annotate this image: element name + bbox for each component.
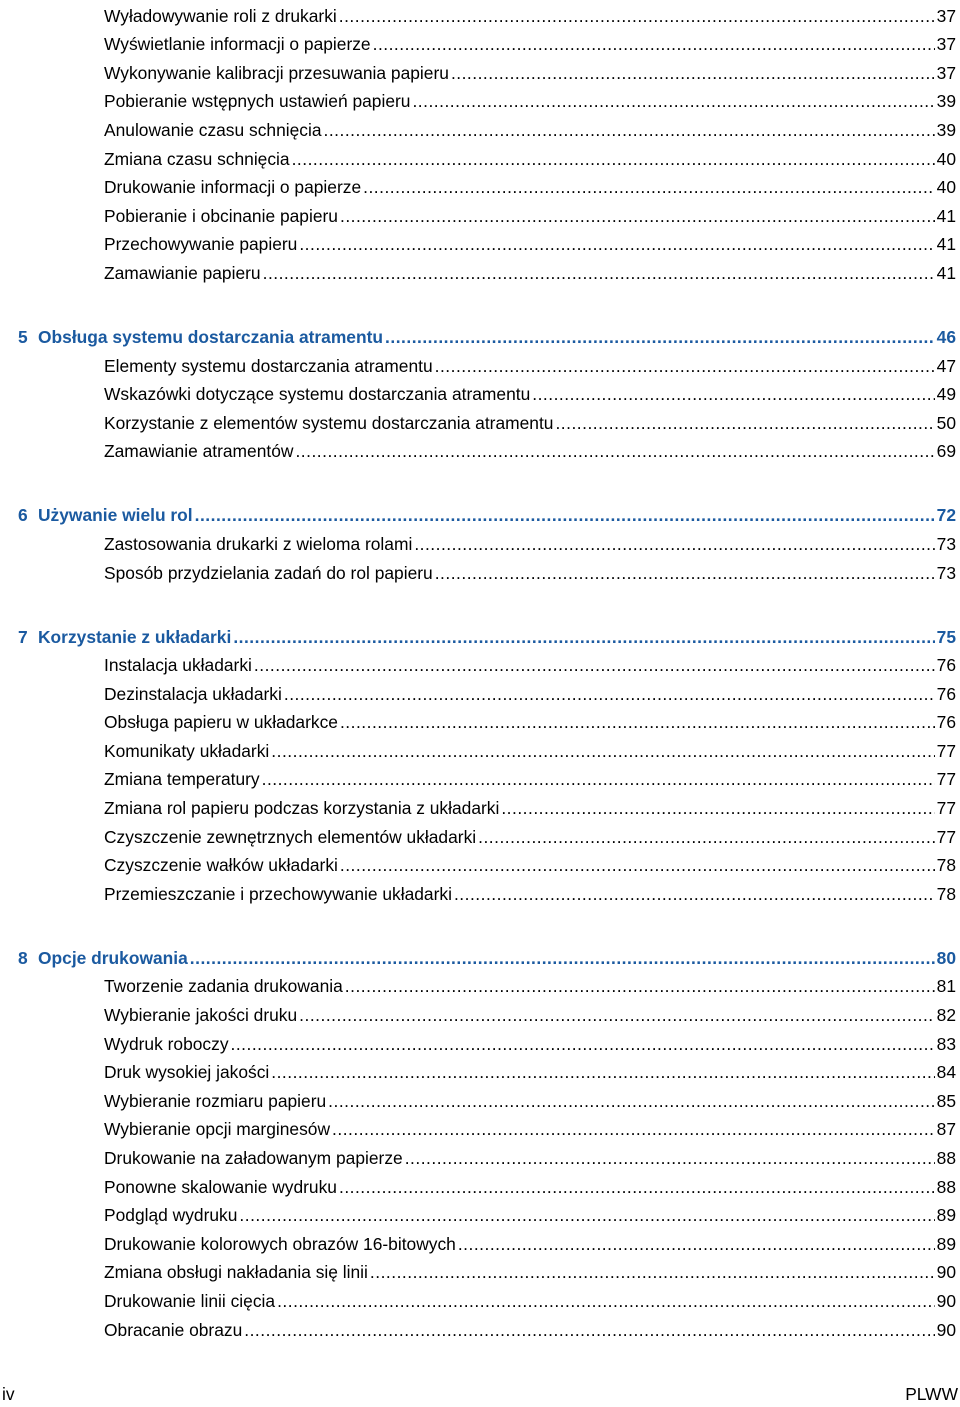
toc-entry-page-number: 37 — [936, 62, 956, 83]
toc-entry[interactable] — [0, 1226, 956, 1255]
dot-leader — [233, 627, 934, 648]
toc-entry[interactable] — [0, 0, 956, 27]
toc-chapter-heading[interactable] — [0, 939, 956, 969]
dot-leader — [345, 976, 935, 997]
toc-entry[interactable] — [0, 1140, 956, 1169]
dot-leader — [373, 34, 935, 55]
toc-chapter-group — [0, 618, 960, 905]
toc-entry-page-number: 41 — [936, 205, 956, 226]
footer-page-number: iv — [2, 1384, 15, 1404]
chapter-number: 8 — [18, 947, 28, 968]
dot-leader — [454, 884, 935, 905]
toc-entry[interactable] — [0, 84, 956, 113]
toc-entry-title: Druk wysokiej jakości — [104, 1062, 270, 1083]
dot-leader — [435, 563, 935, 584]
toc-entry-title: Tworzenie zadania drukowania — [104, 976, 343, 997]
toc-entry-title: Zamawianie atramentów — [104, 441, 294, 462]
toc-entry-page-number: 73 — [936, 533, 956, 554]
toc-entry-title: Zmiana rol papieru podczas korzystania z układarki — [104, 798, 500, 819]
toc-entry-page-number: 84 — [936, 1062, 956, 1083]
toc-entry-title: Drukowanie linii cięcia — [104, 1290, 276, 1311]
toc-chapter-heading-page-number: 46 — [936, 326, 956, 347]
toc-entry-title: Obracanie obrazu — [104, 1319, 243, 1340]
toc-entry[interactable] — [0, 1283, 956, 1312]
toc-entry[interactable] — [0, 762, 956, 791]
toc-entry[interactable] — [0, 790, 956, 819]
toc-entry[interactable] — [0, 1055, 956, 1084]
toc-entry-page-number: 87 — [936, 1119, 956, 1140]
toc-entry-title: Wyświetlanie informacji o papierze — [104, 34, 371, 55]
toc-entry-title: Sposób przydzielania zadań do rol papieru — [104, 562, 433, 583]
toc-entry[interactable] — [0, 434, 956, 463]
toc-entry[interactable] — [0, 876, 956, 905]
dot-leader — [414, 534, 934, 555]
toc-entry-title: Przechowywanie papieru — [104, 234, 298, 255]
dot-leader — [190, 948, 935, 969]
toc-entry-page-number: 77 — [936, 826, 956, 847]
toc-entry[interactable] — [0, 112, 956, 141]
dot-leader — [501, 798, 934, 819]
dot-leader — [412, 91, 934, 112]
toc-entry[interactable] — [0, 1198, 956, 1227]
toc-entry-title: Ponowne skalowanie wydruku — [104, 1176, 337, 1197]
toc-chapter-heading[interactable] — [0, 318, 956, 348]
dot-leader — [405, 1148, 935, 1169]
toc-chapter-heading[interactable] — [0, 496, 956, 526]
toc-entry-title: Wykonywanie kalibracji przesuwania papieru — [104, 62, 449, 83]
toc-entry[interactable] — [0, 227, 956, 256]
toc-entry-title: Wybieranie jakości druku — [104, 1005, 298, 1026]
toc-entry-page-number: 37 — [936, 5, 956, 26]
toc-entry[interactable] — [0, 555, 956, 584]
toc-entry[interactable] — [0, 848, 956, 877]
toc-chapter-heading-page-number: 75 — [936, 626, 956, 647]
toc-entry[interactable] — [0, 198, 956, 227]
toc-entry[interactable] — [0, 1083, 956, 1112]
toc-entry[interactable] — [0, 27, 956, 56]
toc-entry-title: Wybieranie opcji marginesów — [104, 1119, 331, 1140]
toc-entry-title: Dezinstalacja układarki — [104, 683, 282, 704]
chapter-number: 5 — [18, 326, 28, 347]
toc-entry-title: Drukowanie informacji o papierze — [104, 177, 362, 198]
toc-entry[interactable] — [0, 676, 956, 705]
toc-entry[interactable] — [0, 969, 956, 998]
dot-leader — [292, 149, 935, 170]
dot-leader — [195, 505, 935, 526]
toc-entry[interactable] — [0, 1026, 956, 1055]
dot-leader — [239, 1205, 934, 1226]
dot-leader — [555, 413, 934, 434]
toc-entry-page-number: 89 — [936, 1205, 956, 1226]
toc-entry-title: Elementy systemu dostarczania atramentu — [104, 355, 433, 376]
toc-entry-title: Pobieranie i obcinanie papieru — [104, 205, 338, 226]
toc-entry-page-number: 49 — [936, 384, 956, 405]
toc-chapter-group — [0, 496, 960, 583]
toc-entry[interactable] — [0, 1312, 956, 1341]
toc-chapter-heading-title: Obsługa systemu dostarczania atramentu — [38, 326, 384, 347]
toc-entry[interactable] — [0, 255, 956, 284]
dot-leader — [263, 263, 935, 284]
dot-leader — [277, 1291, 935, 1312]
toc-entry[interactable] — [0, 1169, 956, 1198]
toc-entry-page-number: 37 — [936, 34, 956, 55]
toc-entry[interactable] — [0, 1112, 956, 1141]
chapter-spacer — [0, 584, 960, 618]
toc-chapter-heading-title: Opcje drukowania — [38, 947, 188, 968]
toc-entry-title: Pobieranie wstępnych ustawień papieru — [104, 91, 411, 112]
toc-entry-title: Instalacja układarki — [104, 655, 252, 676]
dot-leader — [295, 441, 934, 462]
chapter-number: 6 — [18, 505, 28, 526]
toc-entry-page-number: 81 — [936, 976, 956, 997]
toc-entry-title: Drukowanie na załadowanym papierze — [104, 1148, 403, 1168]
toc-entry-title: Korzystanie z elementów systemu dostarczania atramentu — [104, 412, 554, 433]
toc-entry[interactable] — [0, 819, 956, 848]
dot-leader — [532, 384, 934, 405]
toc-entry-page-number: 76 — [936, 683, 956, 704]
dot-leader — [328, 1091, 935, 1112]
toc-entry-page-number: 88 — [936, 1148, 956, 1168]
toc-entry-title: Drukowanie kolorowych obrazów 16-bitowych — [104, 1233, 456, 1254]
toc-entry-page-number: 90 — [936, 1319, 956, 1340]
toc-entry-page-number: 77 — [936, 769, 956, 790]
toc-entry[interactable] — [0, 733, 956, 762]
toc-entry-page-number: 76 — [936, 655, 956, 676]
footer-locale-code: PLWW — [905, 1384, 958, 1404]
toc-entry-title: Wydruk roboczy — [104, 1033, 229, 1054]
toc-section-continued — [0, 0, 960, 284]
dot-leader — [231, 1034, 935, 1055]
toc-entry-page-number: 85 — [936, 1090, 956, 1111]
toc-entry-title: Zmiana obsługi nakładania się linii — [104, 1262, 368, 1283]
toc-entry-page-number: 77 — [936, 798, 956, 819]
toc-entry-page-number: 39 — [936, 91, 956, 112]
toc-entry[interactable] — [0, 170, 956, 199]
toc-entry-title: Czyszczenie wałków układarki — [104, 855, 338, 876]
toc-entry-page-number: 82 — [936, 1005, 956, 1026]
toc-entry[interactable] — [0, 377, 956, 406]
toc-chapter-heading[interactable] — [0, 618, 956, 648]
dot-leader — [478, 827, 935, 848]
dot-leader — [284, 684, 935, 705]
toc-entry[interactable] — [0, 1255, 956, 1284]
toc-entry-title: Podgląd wydruku — [104, 1205, 238, 1226]
toc-entry[interactable] — [0, 705, 956, 734]
toc-entry-page-number: 88 — [936, 1176, 956, 1197]
toc-entry-page-number: 41 — [936, 262, 956, 283]
dot-leader — [340, 712, 935, 733]
toc-entry-title: Wyładowywanie roli z drukarki — [104, 5, 337, 26]
toc-entry[interactable] — [0, 55, 956, 84]
dot-leader — [451, 63, 935, 84]
toc-chapter-group — [0, 318, 960, 462]
toc-entry-title: Czyszczenie zewnętrznych elementów układarki — [104, 826, 477, 847]
toc-entry[interactable] — [0, 141, 956, 170]
toc-chapter-group — [0, 939, 960, 1341]
toc-entry-page-number: 73 — [936, 562, 956, 583]
toc-entry-page-number: 77 — [936, 740, 956, 761]
dot-leader — [435, 356, 935, 377]
toc-entry-page-number: 40 — [936, 148, 956, 169]
chapter-number: 7 — [18, 626, 28, 647]
toc-entry-page-number: 50 — [936, 412, 956, 433]
toc-entry-page-number: 40 — [936, 177, 956, 198]
toc-entry-page-number: 90 — [936, 1262, 956, 1283]
dot-leader — [370, 1262, 935, 1283]
toc-entry-page-number: 41 — [936, 234, 956, 255]
toc-entry[interactable] — [0, 348, 956, 377]
toc-entry[interactable] — [0, 997, 956, 1026]
dot-leader — [385, 327, 935, 348]
dot-leader — [262, 769, 935, 790]
toc-entry-page-number: 78 — [936, 855, 956, 876]
dot-leader — [339, 6, 935, 27]
toc-entry-page-number: 76 — [936, 712, 956, 733]
toc-entry-page-number: 90 — [936, 1290, 956, 1311]
dot-leader — [332, 1119, 935, 1140]
toc-entry[interactable] — [0, 526, 956, 555]
toc-entry-title: Anulowanie czasu schnięcia — [104, 119, 322, 140]
toc-chapter-heading-page-number: 72 — [936, 505, 956, 526]
toc-entry-title: Wskazówki dotyczące systemu dostarczania atramentu — [104, 384, 531, 405]
dot-leader — [271, 741, 934, 762]
dot-leader — [458, 1234, 935, 1255]
toc-entry-page-number: 47 — [936, 355, 956, 376]
toc-chapter-heading-title: Korzystanie z układarki — [38, 626, 232, 647]
toc-chapter-heading-page-number: 80 — [936, 947, 956, 968]
chapter-spacer — [0, 284, 960, 318]
dot-leader — [324, 120, 935, 141]
toc-entry-page-number: 78 — [936, 883, 956, 904]
dot-leader — [339, 1177, 935, 1198]
toc-entry-title: Obsługa papieru w układarkce — [104, 712, 338, 733]
chapter-spacer — [0, 462, 960, 496]
toc-entry-page-number: 39 — [936, 119, 956, 140]
toc-chapter-heading-title: Używanie wielu rol — [38, 505, 193, 526]
toc-entry-title: Przemieszczanie i przechowywanie układarki — [104, 883, 452, 904]
toc-entry[interactable] — [0, 648, 956, 677]
dot-leader — [340, 206, 935, 227]
dot-leader — [299, 234, 934, 255]
toc-entry-page-number: 83 — [936, 1033, 956, 1054]
dot-leader — [244, 1320, 934, 1341]
dot-leader — [271, 1062, 934, 1083]
dot-leader — [340, 855, 935, 876]
toc-entry[interactable] — [0, 405, 956, 434]
toc-entry-title: Zamawianie papieru — [104, 262, 261, 283]
toc-entry-title: Wybieranie rozmiaru papieru — [104, 1090, 327, 1111]
toc-entry-title: Zastosowania drukarki z wieloma rolami — [104, 533, 413, 554]
toc-entry-title: Zmiana czasu schnięcia — [104, 148, 290, 169]
toc-entry-page-number: 69 — [936, 441, 956, 462]
dot-leader — [363, 177, 935, 198]
toc-entry-page-number: 89 — [936, 1233, 956, 1254]
toc-entry-title: Komunikaty układarki — [104, 740, 270, 761]
dot-leader — [254, 655, 935, 676]
dot-leader — [299, 1005, 934, 1026]
chapter-spacer — [0, 905, 960, 939]
toc-entry-title: Zmiana temperatury — [104, 769, 260, 790]
